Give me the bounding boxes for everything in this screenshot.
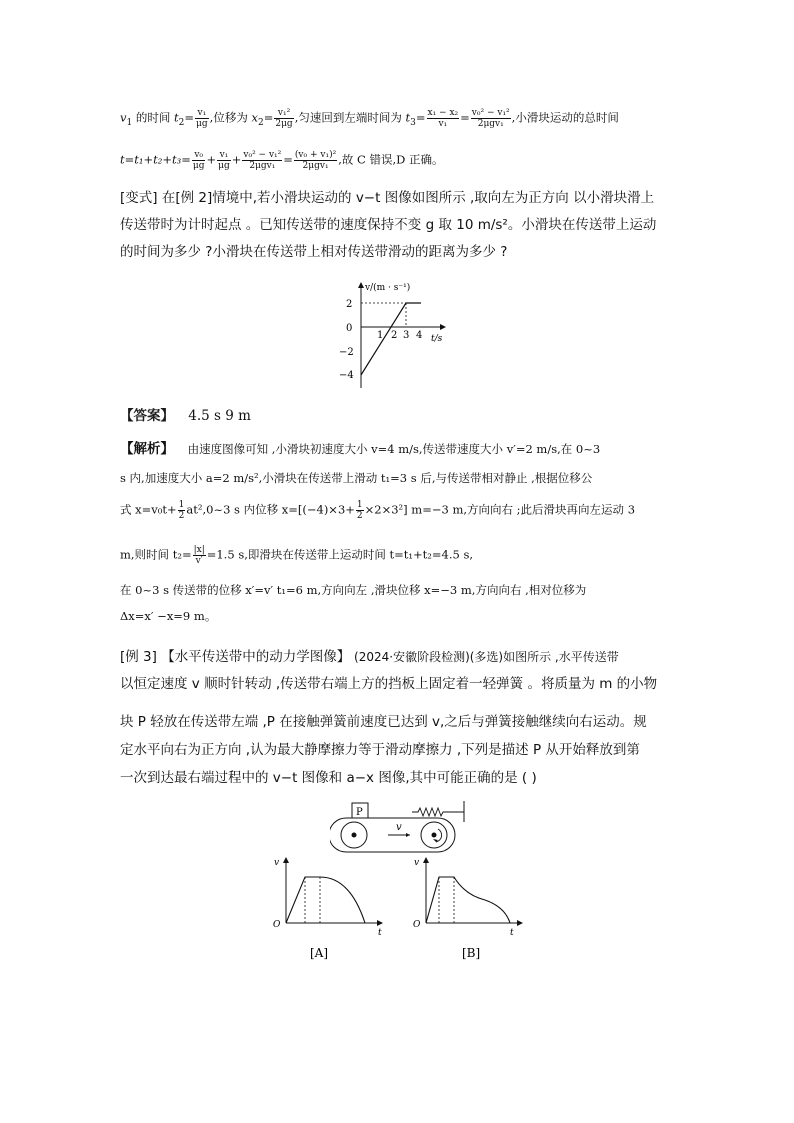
fraction-numerator: v₁ — [217, 150, 231, 161]
fraction-half — [178, 500, 186, 521]
fraction-numerator: x₁ − x₂ — [427, 108, 459, 118]
fraction-t3-a — [427, 108, 460, 129]
v-axis-label: v — [414, 858, 420, 868]
x2-symbol: x — [251, 110, 258, 125]
answer-text: 4.5 s 9 m — [188, 408, 251, 424]
answer-label: 【答案】 — [120, 408, 174, 424]
text-segment: ,位移为 — [209, 110, 252, 125]
fraction-denominator: v′ — [195, 556, 203, 566]
variant-line-1: [变式] 在[例 2]情境中,若小滑块运动的 v−t 图像如图所示 ,取向左为正方向 以小滑块滑上 — [120, 190, 655, 206]
x2-subscript: 2 — [257, 117, 264, 128]
example3-line-3: 块 P 轻放在传送带左端 ,P 在接触弹簧前速度已达到 v,之后与弹簧接触继续向右运动。规 — [120, 714, 647, 730]
example3-line-5: 一次到达最右端过程中的 v−t 图像和 a−x 图像,其中可能正确的是 ( ) — [120, 770, 537, 786]
fraction-2 — [217, 150, 231, 171]
analysis-text: 式 x=v₀t+ — [120, 502, 177, 517]
fraction-numerator: (v₀ + v₁)² — [294, 150, 337, 160]
fraction-denominator: μg — [218, 161, 230, 171]
fraction-numerator: v₁² — [274, 108, 293, 119]
t-axis-label: t — [510, 928, 514, 938]
variant-line-3: 的时间为多少 ?小滑块在传送带上相对传送带滑动的距离为多少 ? — [120, 244, 508, 260]
t-axis-label: t — [378, 928, 382, 938]
origin-label: O — [273, 920, 281, 930]
y-tick-0: 0 — [346, 323, 353, 334]
analysis-text: =1.5 s,即滑块在传送带上运动时间 t=t₁+t₂=4.5 s, — [206, 547, 474, 562]
analysis-label: 【解析】 — [120, 441, 174, 457]
solution-line-2: t=t₁+t₂+t₃= $\frac{\text{v₀}}{\mu g}$ + $\frac{\text{v₁}}{\mu g}$ + $\frac{\text{v₀² − v₁²}}{\text{2μgv₁}}$ = $\frac{\text{(v₀ + v₁)²}}{\text{2μgv₁}}$ ,故 C 错误,D 正确。 — [120, 150, 444, 171]
analysis-line-1 — [120, 437, 600, 457]
velocity-curve — [286, 877, 365, 923]
analysis-line-4 — [120, 545, 473, 566]
velocity-curve — [426, 877, 510, 923]
v-axis-label: v — [274, 858, 280, 868]
fraction-4 — [294, 150, 337, 171]
option-b-label: [B] — [462, 946, 481, 960]
conveyor-belt-figure — [330, 800, 470, 860]
example-number: [例 3] — [120, 649, 162, 665]
solution-line-1: $v_1$ 的时间 $t_2=$ $\frac{\text{v₁}}{\mu g}$ ,位移为 $x_2=$ $\frac{\text{v₁²}}{2\mu g}$ ,匀速回到左端时间为 $t_3=$ $\frac{\text{x₁ − x₂}}{\text{v₁}}$ = $\frac{\text{v₀² − v₁²}}{\text{2μgv₁}}$ ,小滑块运动的总时间 — [120, 108, 619, 129]
t2-subscript: 2 — [178, 117, 185, 128]
fraction-1 — [192, 150, 206, 171]
v1-subscript: 1 — [126, 117, 133, 128]
y-tick-2: 2 — [346, 299, 353, 310]
fraction-denominator: 2μgv₁ — [249, 161, 276, 171]
t2-symbol: t — [174, 110, 179, 125]
fraction-denominator: 2μgv₁ — [477, 119, 504, 129]
text-segment: ,小滑块运动的总时间 — [511, 110, 619, 125]
x-tick-4: 4 — [416, 330, 423, 341]
fraction-t3-b — [471, 108, 511, 129]
y-tick-neg4: −4 — [339, 370, 354, 381]
analysis-line-5: 在 0~3 s 传送带的位移 x′=v′ t₁=6 m,方向向左 ,滑块位移 x=−3 m,方向向右 ,相对位移为 — [120, 583, 587, 597]
analysis-text: 由速度图像可知 ,小滑块初速度大小 v=4 m/s,传送带速度大小 v′=2 m/s,在 0~3 — [187, 442, 601, 456]
total-time-expression: t=t₁+t₂+t₃= — [120, 152, 191, 167]
analysis-text: m,则时间 t₂= — [120, 547, 192, 562]
analysis-line-3 — [120, 500, 635, 521]
text-segment: 的时间 — [132, 110, 175, 125]
fraction-denominator: μg — [192, 161, 205, 171]
fraction-t2 — [195, 108, 209, 129]
example3-line-1 — [120, 645, 619, 665]
fraction-denominator: 2 — [178, 511, 185, 521]
v-axis-label: v/(m · s⁻¹) — [365, 283, 411, 293]
fraction-3 — [242, 150, 282, 171]
answer-line — [120, 404, 251, 424]
t3-subscript: 3 — [410, 117, 416, 128]
fraction-numerator: |x| — [193, 545, 205, 555]
left-pulley-axle — [352, 833, 357, 838]
analysis-line-2: s 内,加速度大小 a=2 m/s²,小滑块在传送带上滑动 t₁=3 s 后,与传送带相对静止 ,根据位移公 — [120, 471, 593, 485]
belt-direction-arrowhead-icon — [406, 833, 410, 837]
equals-sign: = — [184, 110, 195, 125]
fraction-half-2 — [356, 500, 364, 521]
analysis-line-6: Δx=x′ −x=9 m。 — [120, 609, 217, 623]
example-topic: 【水平传送带中的动力学图像】 — [161, 649, 351, 665]
option-a-label: [A] — [310, 946, 329, 960]
t-axis-label: t/s — [431, 334, 443, 344]
belt-speed-label: v — [396, 822, 402, 833]
fraction-numerator: v₁ — [195, 108, 209, 119]
x-tick-3: 3 — [403, 330, 410, 341]
fraction-numerator: v₀ — [192, 150, 206, 161]
variant-line-2: 传送带时为计时起点 。已知传送带的速度保持不变 g 取 10 m/s²。小滑块在传送带上运动 — [120, 217, 657, 233]
origin-label: O — [413, 920, 421, 930]
option-a-graph — [270, 855, 390, 965]
fraction-denominator: 2μg — [275, 119, 293, 129]
fraction-denominator: v₁ — [438, 119, 448, 129]
x-tick-1: 1 — [377, 330, 384, 341]
fraction-denominator: 2μgv₁ — [302, 161, 329, 171]
analysis-text: ×2×3²] m=−3 m,方向向右 ;此后滑块再向左运动 3 — [364, 502, 636, 517]
fraction-numerator: 1 — [178, 500, 185, 510]
fraction-numerator: v₀² − v₁² — [471, 108, 510, 118]
fraction-denominator: 2 — [356, 511, 363, 521]
example-source: (2024·安徽阶段检测)(多选)如图所示 ,水平传送带 — [350, 650, 619, 664]
belt-left-end — [330, 818, 346, 852]
analysis-text: at²,0~3 s 内位移 x=[(−4)×3+ — [186, 502, 355, 517]
example3-line-2: 以恒定速度 v 顺时针转动 ,传送带右端上方的挡板上固定着一轻弹簧 。将质量为 m 的小物 — [120, 676, 658, 692]
fraction-numerator: 1 — [356, 500, 363, 510]
v1-symbol: v — [120, 110, 127, 125]
spring — [412, 808, 464, 816]
fraction-x2 — [274, 108, 293, 129]
x-tick-2: 2 — [391, 330, 398, 341]
right-pulley-axle — [432, 833, 437, 838]
fraction-t2-calc — [193, 545, 206, 566]
text-segment: ,故 C 错误,D 正确。 — [338, 152, 444, 167]
block-p-label: P — [356, 807, 363, 818]
fraction-denominator: μg — [196, 119, 208, 129]
vt-graph — [335, 278, 455, 393]
text-segment: ,匀速回到左端时间为 — [294, 110, 406, 125]
example3-line-4: 定水平向右为正方向 ,认为最大静摩擦力等于滑动摩擦力 ,下列是描述 P 从开始释放到第 — [120, 742, 640, 758]
y-tick-neg2: −2 — [339, 347, 354, 358]
option-b-graph — [410, 855, 530, 965]
t3-symbol: t — [405, 110, 411, 125]
fraction-numerator: v₀² − v₁² — [243, 150, 282, 160]
